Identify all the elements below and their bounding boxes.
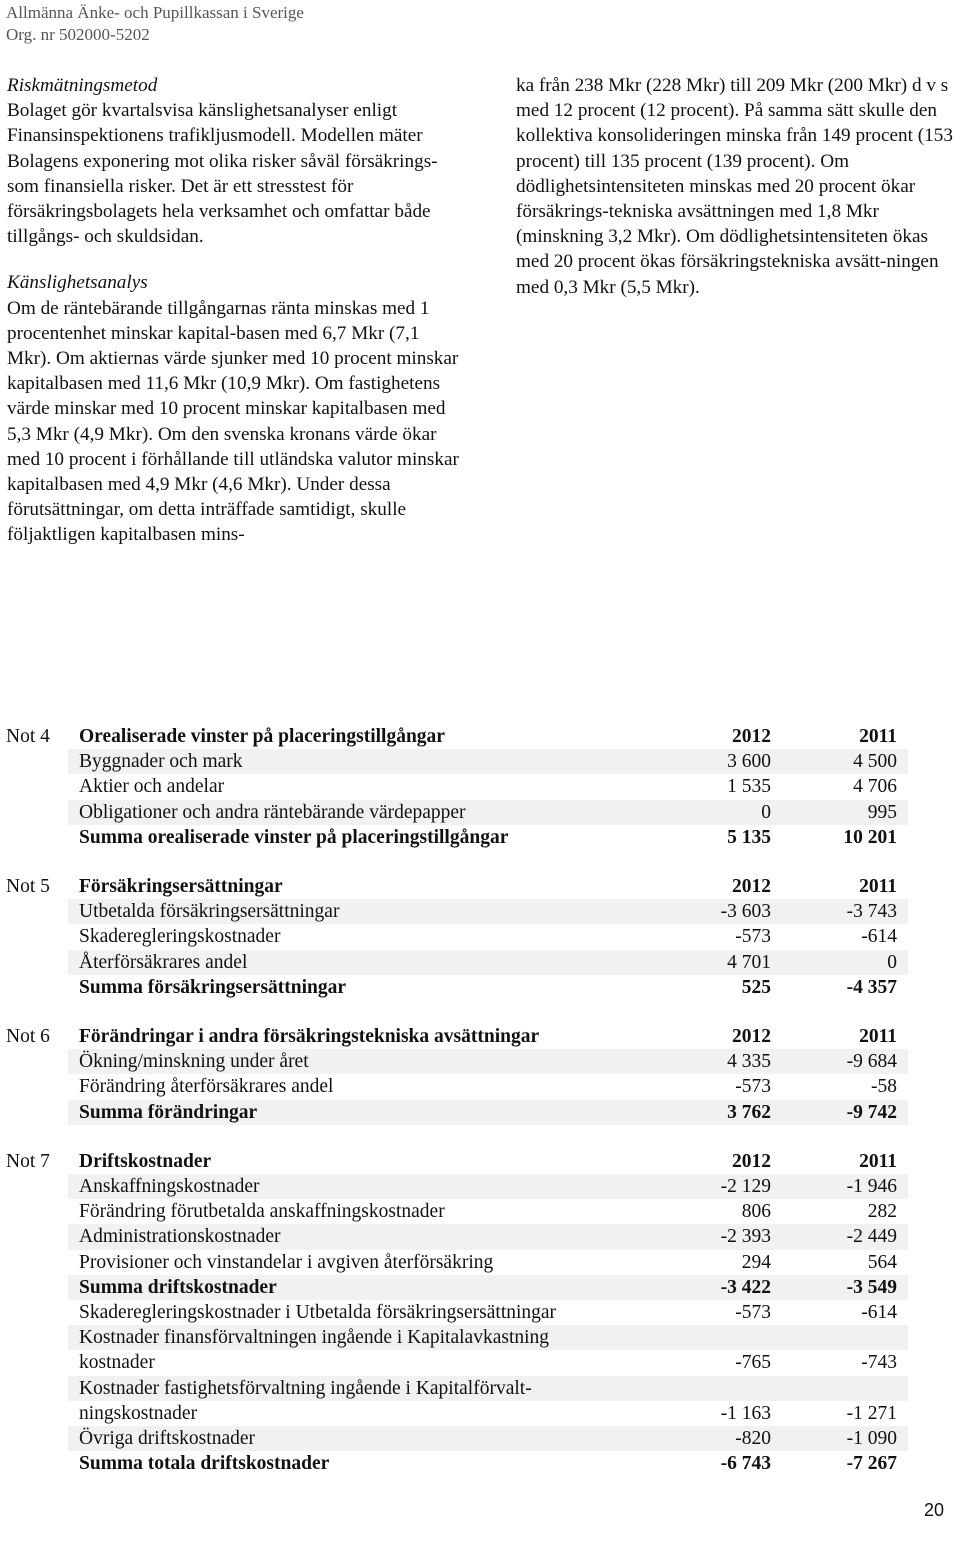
year-2011-header: 2011 — [859, 876, 897, 898]
row-value-2012: 806 — [741, 1201, 771, 1223]
note-block — [0, 874, 910, 1000]
note-label: Not 7 — [6, 1150, 50, 1172]
note-title-row — [68, 874, 908, 899]
table-row — [68, 1350, 908, 1375]
row-value-2012: -3 603 — [670, 899, 782, 924]
row-value-2011: -3 549 — [782, 1275, 908, 1300]
table-total-row — [68, 1100, 908, 1125]
note-table — [68, 724, 908, 850]
note-title: Försäkringsersättningar — [79, 876, 283, 898]
table-row — [68, 1300, 908, 1325]
row-value-2012: -6 743 — [720, 1453, 771, 1475]
notes-section — [0, 724, 910, 1500]
right-text-column — [516, 73, 956, 300]
row-value-2012: 3 762 — [670, 1100, 782, 1125]
year-2011-header: 2011 — [859, 1150, 897, 1172]
row-label: Kostnader fastighetsförvaltning ingående i Kapitalförvalt- — [68, 1376, 670, 1401]
row-label: Summa orealiserade vinster på placeringstillgångar — [79, 826, 509, 848]
year-2011-header: 2011 — [859, 726, 897, 747]
table-row — [68, 924, 908, 949]
note-title-row — [68, 724, 908, 749]
row-value-2012 — [670, 1325, 782, 1350]
note-table — [68, 1024, 908, 1125]
note-title: Förändringar i andra försäkringstekniska avsättningar — [79, 1026, 540, 1048]
row-label: Aktier och andelar — [79, 776, 225, 798]
sensitivity-heading: Känslighetsanalys — [7, 272, 148, 294]
table-row — [68, 1074, 908, 1099]
row-value-2012: 4 335 — [670, 1049, 782, 1074]
table-row — [68, 1401, 908, 1426]
row-value-2011: 10 201 — [843, 826, 897, 848]
table-row — [68, 1250, 908, 1275]
table-total-row — [68, 825, 908, 850]
row-value-2011: -3 743 — [782, 899, 908, 924]
note-block — [0, 1024, 910, 1125]
note-label: Not 6 — [6, 1026, 50, 1048]
row-label: Övriga driftskostnader — [68, 1426, 670, 1451]
year-2012-header: 2012 — [732, 726, 771, 747]
row-value-2012: 0 — [670, 800, 782, 825]
row-label: Förändring återförsäkrares andel — [79, 1076, 334, 1098]
note-label: Not 5 — [6, 876, 50, 898]
row-label: Provisioner och vinstandelar i avgiven återförsäkring — [79, 1251, 494, 1273]
left-text-column — [7, 73, 462, 548]
row-value-2011: 564 — [867, 1251, 897, 1273]
row-value-2012: 1 535 — [727, 776, 771, 798]
row-label: Ökning/minskning under året — [68, 1049, 670, 1074]
row-value-2012: -3 422 — [670, 1275, 782, 1300]
row-value-2011: 0 — [782, 950, 908, 975]
risk-method-heading: Riskmätningsmetod — [7, 75, 158, 96]
row-value-2012: -765 — [735, 1352, 771, 1374]
note-label: Not 4 — [6, 726, 50, 747]
row-value-2011 — [782, 1376, 908, 1401]
row-label: Anskaffningskostnader — [68, 1174, 670, 1199]
row-label: Skaderegleringskostnader i Utbetalda försäkringsersättningar — [79, 1302, 557, 1324]
table-total-row — [68, 1451, 908, 1476]
row-value-2012: 525 — [741, 976, 771, 998]
note-title: Orealiserade vinster på placeringstillgångar — [79, 726, 445, 747]
row-value-2012 — [670, 1376, 782, 1401]
row-label: Skaderegleringskostnader — [79, 926, 281, 948]
row-value-2011: 282 — [867, 1201, 897, 1223]
note-table — [68, 1149, 908, 1477]
row-label: Kostnader finansförvaltningen ingående i Kapitalavkastning — [68, 1325, 670, 1350]
table-row — [68, 1174, 908, 1199]
row-value-2012: -820 — [670, 1426, 782, 1451]
table-row — [68, 1426, 908, 1451]
row-value-2012: 4 701 — [670, 950, 782, 975]
table-row — [68, 1376, 908, 1401]
sensitivity-continued-text: ka från 238 Mkr (228 Mkr) till 209 Mkr (200 Mkr) d v s med 12 procent (12 procent). På samma sätt skulle den kollektiva konsolideringen minska från 149 procent (153 procent) till 135 procent (139 procent). Om dödlighetsintensiteten minskas med 20 procent ökar försäkrings-tekniska avsättningen med 1,8 Mkr (minskning 3,2 Mkr). Om dödlighetsintensiteten ökas med 20 procent ökas försäkringstekniska avsätt-ningen med 0,3 Mkr (5,5 Mkr). — [516, 75, 953, 298]
row-label: Förändring förutbetalda anskaffningskostnader — [79, 1201, 445, 1223]
year-2012-header: 2012 — [732, 1026, 771, 1048]
sensitivity-text: Om de räntebärande tillgångarnas ränta minskas med 1 procentenhet minskar kapital-basen med 6,7 Mkr (7,1 Mkr). Om aktiernas värde sjunker med 10 procent minskar kapitalbasen med 11,6 Mkr (10,9 Mkr). Om fastighetens värde minskar med 10 procent minskar kapitalbasen med 5,3 Mkr (4,9 Mkr). Om den svenska kronans värde ökar med 10 procent i förhållande till utländska valutor minskar kapitalbasen med 4,9 Mkr (4,6 Mkr). Under dessa förutsättningar, om detta inträffade samtidigt, skulle följaktligen kapitalbasen mins- — [7, 297, 459, 546]
row-label: Summa driftskostnader — [68, 1275, 670, 1300]
row-value-2012: -573 — [735, 1302, 771, 1324]
table-row — [68, 749, 908, 774]
header-company-name: Allmänna Änke- och Pupillkassan i Sverige — [6, 3, 304, 22]
row-value-2012: 5 135 — [727, 826, 771, 848]
row-label: Obligationer och andra räntebärande värdepapper — [68, 800, 670, 825]
table-row — [68, 1049, 908, 1074]
table-total-row — [68, 975, 908, 1000]
row-value-2011: -614 — [861, 1302, 897, 1324]
row-label: Summa försäkringsersättningar — [79, 976, 347, 998]
note-table — [68, 874, 908, 1000]
row-label: Utbetalda försäkringsersättningar — [68, 899, 670, 924]
row-value-2012: -2 129 — [670, 1174, 782, 1199]
row-value-2012: 3 600 — [670, 749, 782, 774]
row-value-2012: -573 — [735, 926, 771, 948]
table-row — [68, 1199, 908, 1224]
year-2012-header: 2012 — [732, 1150, 771, 1172]
row-value-2011: -9 742 — [782, 1100, 908, 1125]
year-2011-header: 2011 — [859, 1026, 897, 1048]
table-row — [68, 774, 908, 799]
note-title: Driftskostnader — [79, 1150, 212, 1172]
table-row — [68, 1325, 908, 1350]
row-value-2011: -1 946 — [782, 1174, 908, 1199]
row-value-2011: -614 — [861, 926, 897, 948]
note-title-row — [68, 1024, 908, 1049]
row-value-2011: -7 267 — [846, 1453, 897, 1475]
row-value-2011: -1 090 — [782, 1426, 908, 1451]
table-row — [68, 899, 908, 924]
risk-method-text: Bolaget gör kvartalsvisa känslighetsanalyser enligt Finansinspektionens trafikljusmodell. Modellen mäter Bolagens exponering mot olika risker såväl försäkrings- som finansiella risker. Det är ett stresstest för försäkringsbolagets hela verksamhet och omfattar både tillgångs- och skuldsidan. — [7, 100, 438, 248]
table-total-row — [68, 1275, 908, 1300]
row-label: ningskostnader — [79, 1402, 198, 1424]
row-value-2011: -2 449 — [782, 1224, 908, 1249]
note-block — [0, 1149, 910, 1477]
row-value-2012: -2 393 — [670, 1224, 782, 1249]
row-label: Återförsäkrares andel — [68, 950, 670, 975]
row-value-2011: 4 706 — [853, 776, 897, 798]
note-block — [0, 724, 910, 850]
header-org-number: Org. nr 502000-5202 — [6, 25, 150, 44]
row-label: Summa totala driftskostnader — [79, 1453, 330, 1475]
page-number: 20 — [924, 1500, 945, 1520]
table-row — [68, 1224, 908, 1249]
table-row — [68, 800, 908, 825]
row-label: Byggnader och mark — [68, 749, 670, 774]
row-label: kostnader — [79, 1352, 155, 1374]
row-value-2011 — [782, 1325, 908, 1350]
row-value-2011: -4 357 — [846, 976, 897, 998]
row-label: Summa förändringar — [68, 1100, 670, 1125]
row-value-2011: -58 — [871, 1076, 897, 1098]
row-value-2011: -1 271 — [846, 1402, 897, 1424]
document-header — [6, 2, 304, 46]
row-value-2011: -743 — [861, 1352, 897, 1374]
row-label: Administrationskostnader — [68, 1224, 670, 1249]
row-value-2012: -573 — [735, 1076, 771, 1098]
row-value-2011: 4 500 — [782, 749, 908, 774]
row-value-2011: -9 684 — [782, 1049, 908, 1074]
row-value-2011: 995 — [782, 800, 908, 825]
row-value-2012: -1 163 — [720, 1402, 771, 1424]
table-row — [68, 950, 908, 975]
note-title-row — [68, 1149, 908, 1174]
year-2012-header: 2012 — [732, 876, 771, 898]
row-value-2012: 294 — [741, 1251, 771, 1273]
